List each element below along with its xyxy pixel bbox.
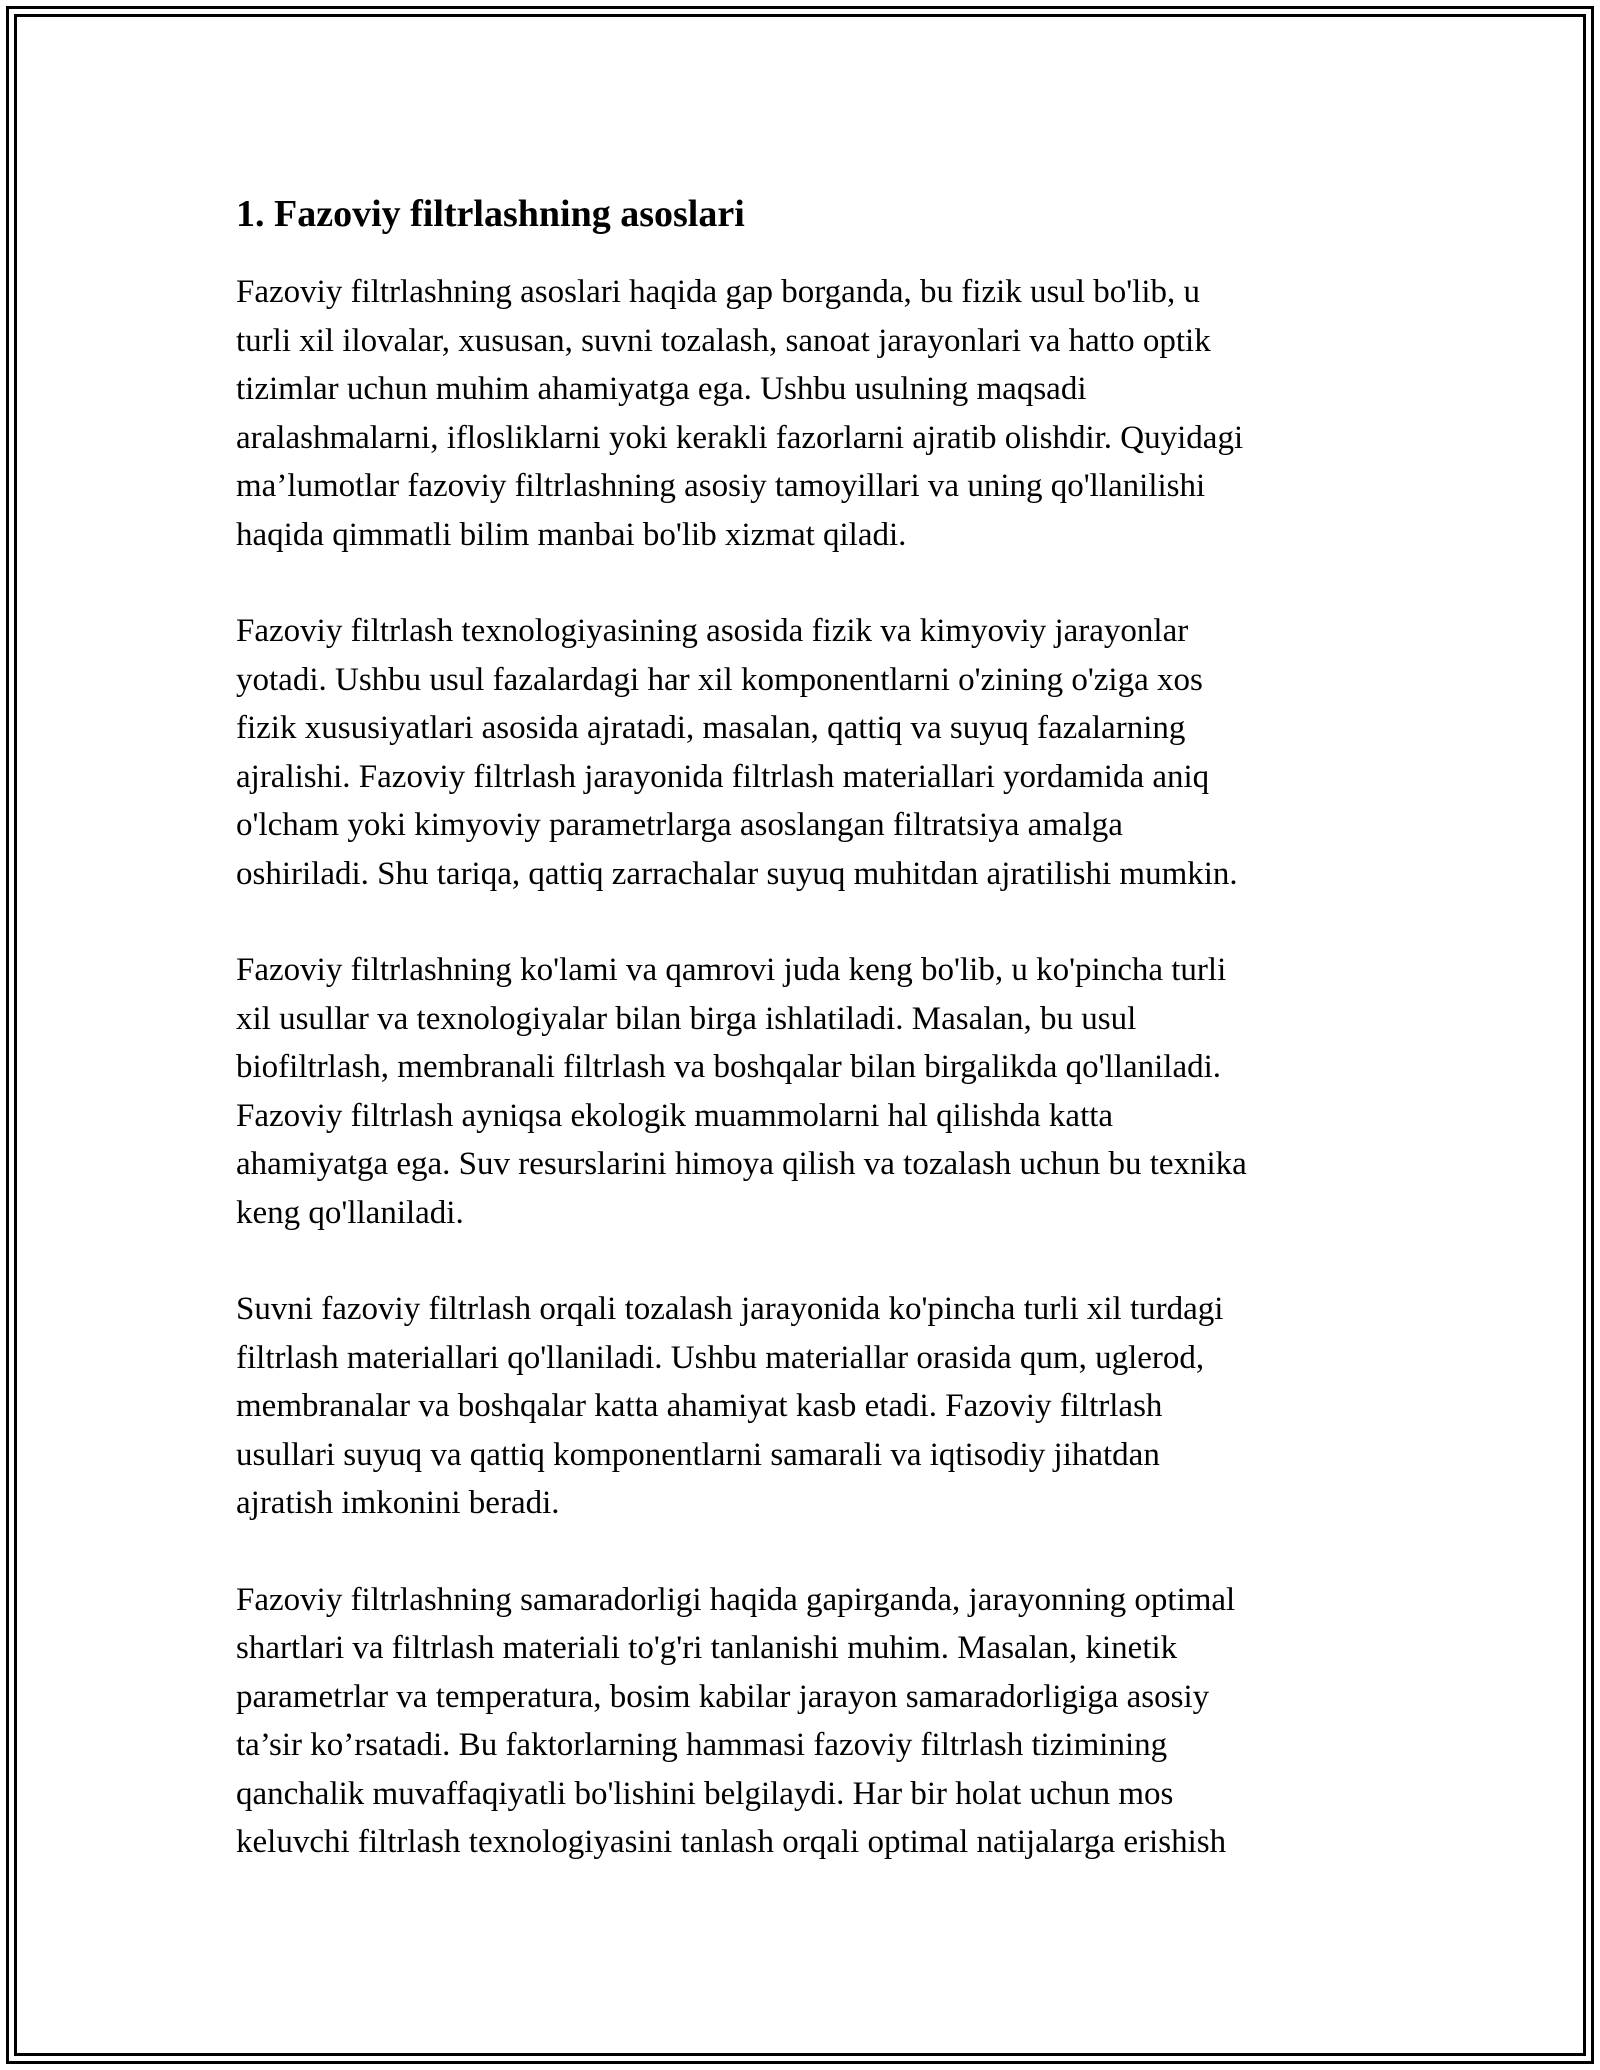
paragraph-1: Fazoviy filtrlashning asoslari haqida gap borganda, bu fizik usul bo'lib, u turli xil ilovalar, xususan, suvni tozalash, sanoat jarayonlari va hatto optik tizimlar uchun muhim ahamiyatga ega. Ushbu usulning maqsadi aralashmalarni, iflosliklarni yoki kerakli fazorlarni ajratib olishdir. Quyidagi ma’lumotlar fazoviy filtrlashning asosiy tamoyillari va uning qo'llanilishi haqida qimmatli bilim manbai bo'lib xizmat qiladi. — [236, 274, 1244, 553]
paragraph-4: Suvni fazoviy filtrlash orqali tozalash jarayonida ko'pincha turli xil turdagi filtrlash materiallari qo'llaniladi. Ushbu materiallar orasida qum, uglerod, membranalar va boshqalar katta ahamiyat kasb etadi. Fazoviy filtrlash usullari suyuq va qattiq komponentlarni samarali va iqtisodiy jihatdan ajratish imkonini beradi. — [236, 1291, 1224, 1521]
paragraph-5: Fazoviy filtrlashning samaradorligi haqida gapirganda, jarayonning optimal shartlari va filtrlash materiali to'g'ri tanlanishi muhim. Masalan, kinetik parametrlar va temperatura, bosim kabilar jarayon samaradorligiga asosiy ta’sir ko’rsatadi. Bu faktorlarning hammasi fazoviy filtrlash tizimining qanchalik muvaffaqiyatli bo'lishini belgilaydi. Har bir holat uchun mos keluvchi filtrlash texnologiyasini tanlash orqali optimal natijalarga erishish — [236, 1581, 1236, 1860]
paragraph-2: Fazoviy filtrlash texnologiyasining asosida fizik va kimyoviy jarayonlar yotadi. Ushbu usul fazalardagi har xil komponentlarni o'zining o'ziga xos fizik xususiyatlari asosida ajratadi, masalan, qattiq va suyuq fazalarning ajralishi. Fazoviy filtrlash jarayonida filtrlash materiallari yordamida aniq o'lcham yoki kimyoviy parametrlarga asoslangan filtratsiya amalga oshiriladi. Shu tariqa, qattiq zarrachalar suyuq muhitdan ajratilishi mumkin. — [236, 613, 1238, 892]
section-heading: 1. Fazoviy filtrlashning asoslari — [236, 193, 745, 235]
document-body — [236, 186, 1366, 1915]
paragraph-3: Fazoviy filtrlashning ko'lami va qamrovi juda keng bo'lib, u ko'pincha turli xil usullar va texnologiyalar bilan birga ishlatiladi. Masalan, bu usul biofiltrlash, membranali filtrlash va boshqalar bilan birgalikda qo'llaniladi. Fazoviy filtrlash ayniqsa ekologik muammolarni hal qilishda katta ahamiyatga ega. Suv resurslarini himoya qilish va tozalash uchun bu texnika keng qo'llaniladi. — [236, 952, 1247, 1231]
